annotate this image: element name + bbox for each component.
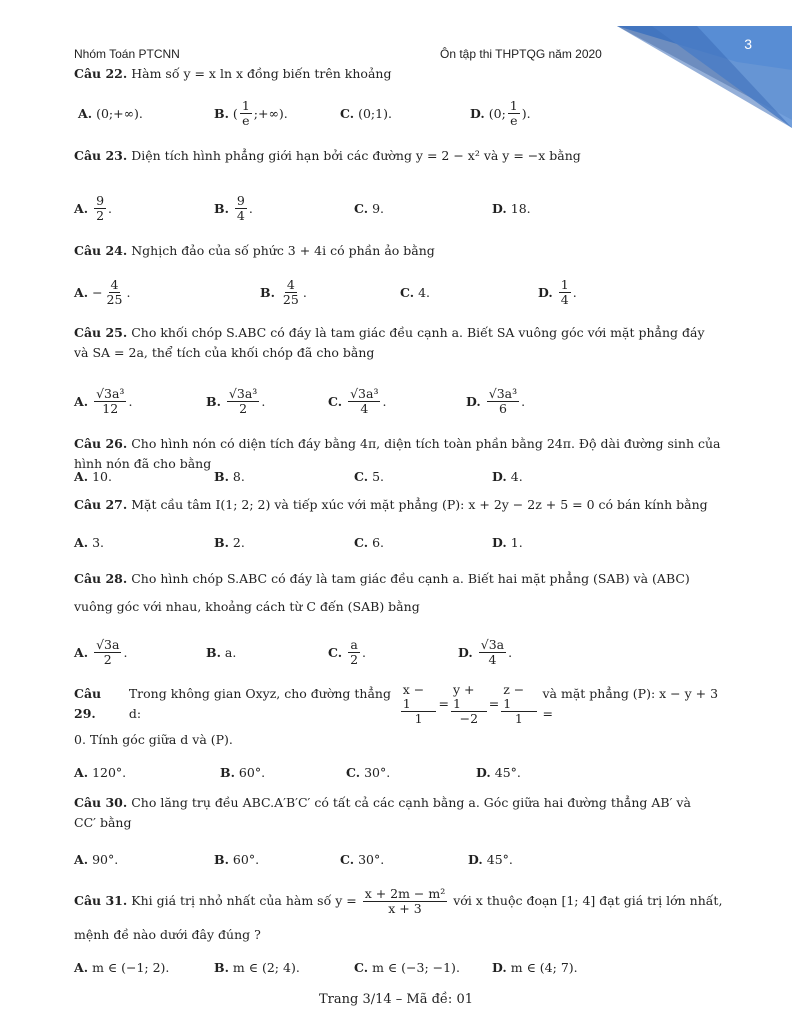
question-28: Câu 28. Cho hình chóp S.ABC có đáy là tam giác đều cạnh a. Biết hai mặt phẳng (SAB) và (ABC) vuông góc với nhau, khoảng cách từ C đến (SAB) bằng [74, 571, 690, 614]
header-left: Nhóm Toán PTCNN [74, 47, 180, 61]
options-30: A. 90°. B. 60°. C. 30°. D. 45°. [74, 851, 513, 867]
question-23: Câu 23. Diện tích hình phẳng giới hạn bởi các đường y = 2 − x² và y = −x bằng [74, 148, 581, 163]
question-31: Câu 31. Khi giá trị nhỏ nhất của hàm số y = $\frac{\text{x + 2m − m²}}{x + 3}$ với x thuộc đoạn [1; 4] đạt giá trị lớn nhất, [74, 885, 723, 916]
question-22: Câu 22. Hàm số y = x ln x đồng biến trên khoảng [74, 66, 392, 81]
page-footer: Trang 3/14 – Mã đề: 01 [319, 992, 473, 1007]
question-29-cont: 0. Tính góc giữa d và (P). [74, 732, 233, 747]
options-25: A. $\frac{\text{√3a³}}{12}$ . B. $\frac{\text{√3a³}}{2}$ . C. $\frac{\text{√3a³}}{4}$ . D. $\frac{\text{√3a³}}{6}$ . [74, 385, 526, 416]
header-right: Ôn tập thi THPTQG năm 2020 [440, 47, 602, 61]
options-22: A. (0;+∞). B. ( $\frac{1}{e}$ ;+∞). C. (0;1). D. (0; $\frac{1}{e}$ ). [78, 97, 531, 128]
options-31: A. m ∈ (−1; 2). B. m ∈ (2; 4). C. m ∈ (−3; −1). D. m ∈ (4; 7). [74, 959, 578, 975]
options-27: A. 3. B. 2. C. 6. D. 1. [74, 534, 523, 550]
options-28: A. $\frac{√3a}{2}$ . B. a. C. $\frac{a}{2}$ . D. $\frac{√3a}{4}$ . [74, 636, 513, 667]
question-30: Câu 30. Cho lăng trụ đều ABC.A′B′C′ có tất cả các cạnh bằng a. Góc giữa hai đường thẳng AB′ và CC′ bằng [74, 795, 691, 830]
options-24: A. − $\frac{4}{25}$ . B. $\frac{4}{25}$ . C. 4. D. $\frac{1}{4}$ . [74, 276, 577, 307]
question-29: Câu 29. Trong không gian Oxyz, cho đường thẳng d: $\frac{x - 1}{1}$ = $\frac{y + 1}{-2}$ = $\frac{z - 1}{1}$ và mặt phẳng (P): x − y + 3 = [74, 681, 719, 726]
question-27: Câu 27. Mặt cầu tâm I(1; 2; 2) và tiếp xúc với mặt phẳng (P): x + 2y − 2z + 5 = 0 có bán kính bằng [74, 497, 708, 512]
question-26: Câu 26. Cho hình nón có diện tích đáy bằng 4π, diện tích toàn phần bằng 24π. Độ dài đường sinh của hình nón đã cho bằng [74, 436, 721, 471]
question-24: Câu 24. Nghịch đảo của số phức 3 + 4i có phần ảo bằng [74, 243, 435, 258]
question-31-cont: mệnh đề nào dưới đây đúng ? [74, 927, 261, 942]
options-26: A. 10. B. 8. C. 5. D. 4. [74, 468, 523, 484]
options-29: A. 120°. B. 60°. C. 30°. D. 45°. [74, 764, 521, 780]
question-25: Câu 25. Cho khối chóp S.ABC có đáy là tam giác đều cạnh a. Biết SA vuông góc với mặt phẳng đáy và SA = 2a, thể tích của khối chóp đã cho bằng [74, 325, 705, 360]
page-number: 3 [744, 36, 752, 52]
options-23: A. $\frac{9}{2}$ . B. $\frac{9}{4}$ . C. 9. D. 18. [74, 192, 531, 223]
